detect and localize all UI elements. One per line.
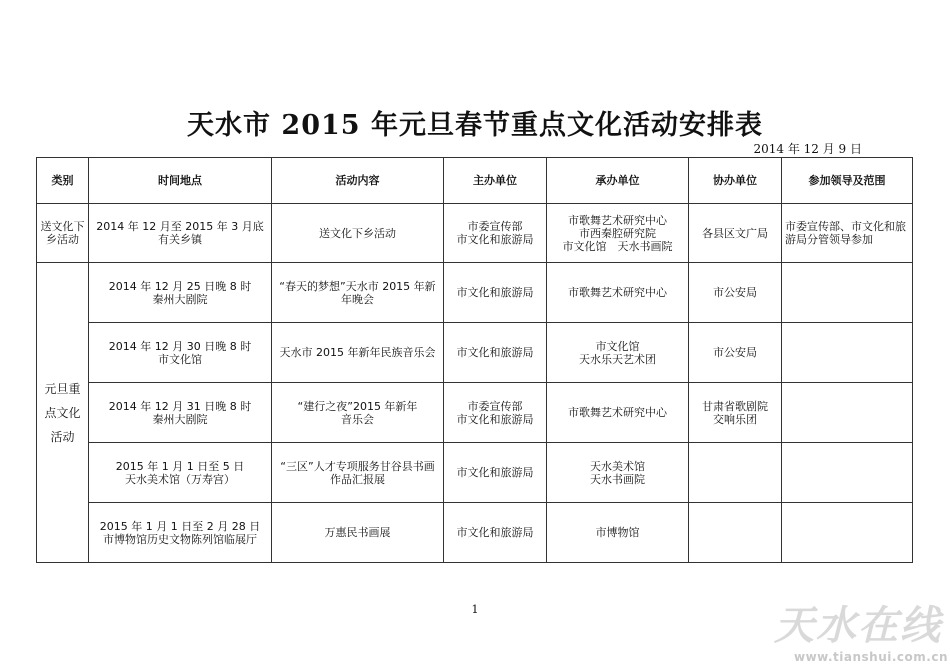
table-header-row [37, 158, 913, 204]
watermark-url: www.tianshui.com.cn [793, 650, 948, 664]
cell-co-organizer [689, 443, 782, 503]
cell-organizer: 市歌舞艺术研究中心 [547, 263, 689, 323]
table-row [37, 263, 913, 323]
cell-leaders [782, 443, 913, 503]
cell-group-category: 元旦重点文化活动 [37, 263, 89, 563]
site-watermark [768, 592, 948, 670]
cell-co-organizer: 甘肃省歌剧院 交响乐团 [689, 383, 782, 443]
cell-leaders [782, 263, 913, 323]
cell-leaders: 市委宣传部、市文化和旅游局分管领导参加 [782, 204, 913, 263]
header-category: 类别 [37, 158, 89, 204]
cell-content: “三区”人才专项服务甘谷县书画作品汇报展 [272, 443, 444, 503]
cell-co-organizer: 市公安局 [689, 323, 782, 383]
cell-content: 送文化下乡活动 [272, 204, 444, 263]
cell-time-place: 2014 年 12 月 25 日晚 8 时 秦州大剧院 [89, 263, 272, 323]
cell-time-place: 2015 年 1 月 1 日至 5 日 天水美术馆（万寿宫） [89, 443, 272, 503]
cell-time-place: 2014 年 12 月 30 日晚 8 时 市文化馆 [89, 323, 272, 383]
cell-content: “建行之夜”2015 年新年 音乐会 [272, 383, 444, 443]
watermark-logo-text: 天水在线 [774, 603, 942, 649]
header-co-organizer: 协办单位 [689, 158, 782, 204]
cell-organizer: 市博物馆 [547, 503, 689, 563]
cell-time-place: 2014 年 12 月 31 日晚 8 时 秦州大剧院 [89, 383, 272, 443]
cell-co-organizer [689, 503, 782, 563]
document-date: 2014 年 12 月 9 日 [753, 142, 862, 156]
table-row [37, 204, 913, 263]
cell-co-organizer: 各县区文广局 [689, 204, 782, 263]
cell-leaders [782, 503, 913, 563]
table-row [37, 443, 913, 503]
cell-host: 市委宣传部 市文化和旅游局 [444, 383, 547, 443]
table-row [37, 323, 913, 383]
activity-schedule-table [36, 157, 913, 563]
cell-host: 市文化和旅游局 [444, 443, 547, 503]
header-host: 主办单位 [444, 158, 547, 204]
cell-organizer: 市歌舞艺术研究中心 市西秦腔研究院 市文化馆 天水书画院 [547, 204, 689, 263]
cell-content: “春天的梦想”天水市 2015 年新年晚会 [272, 263, 444, 323]
cell-time-place: 2015 年 1 月 1 日至 2 月 28 日 市博物馆历史文物陈列馆临展厅 [89, 503, 272, 563]
page-number: 1 [471, 603, 479, 616]
cell-organizer: 市歌舞艺术研究中心 [547, 383, 689, 443]
cell-time-place: 2014 年 12 月至 2015 年 3 月底 有关乡镇 [89, 204, 272, 263]
table-row [37, 383, 913, 443]
cell-co-organizer: 市公安局 [689, 263, 782, 323]
cell-host: 市文化和旅游局 [444, 323, 547, 383]
cell-organizer: 天水美术馆 天水书画院 [547, 443, 689, 503]
header-time-place: 时间地点 [89, 158, 272, 204]
cell-host: 市文化和旅游局 [444, 263, 547, 323]
header-organizer: 承办单位 [547, 158, 689, 204]
header-leaders: 参加领导及范围 [782, 158, 913, 204]
cell-content: 天水市 2015 年新年民族音乐会 [272, 323, 444, 383]
document-title: 天水市 2015 年元旦春节重点文化活动安排表 [187, 110, 763, 141]
cell-leaders [782, 323, 913, 383]
table-row [37, 503, 913, 563]
header-content: 活动内容 [272, 158, 444, 204]
cell-category: 送文化下乡活动 [37, 204, 89, 263]
cell-host: 市委宣传部 市文化和旅游局 [444, 204, 547, 263]
cell-content: 万惠民书画展 [272, 503, 444, 563]
cell-host: 市文化和旅游局 [444, 503, 547, 563]
cell-organizer: 市文化馆 天水乐天艺术团 [547, 323, 689, 383]
cell-leaders [782, 383, 913, 443]
